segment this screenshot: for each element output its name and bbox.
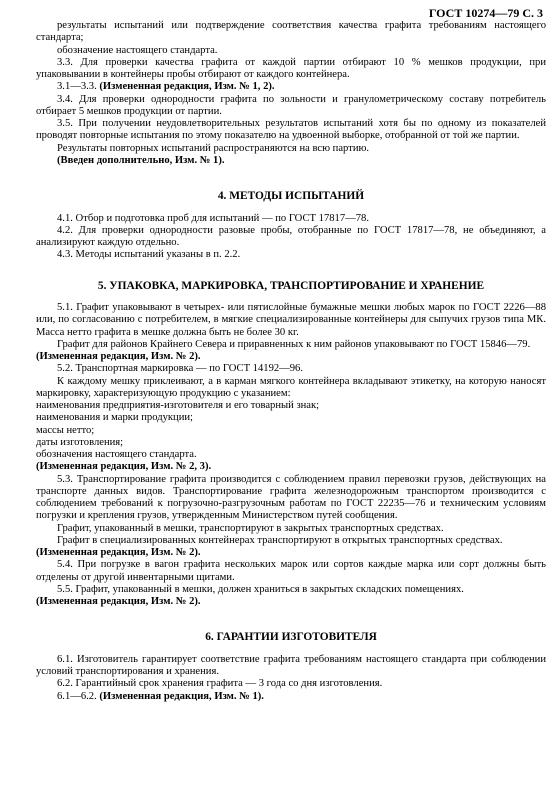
paragraph: К каждому мешку приклеивают, а в карман мягкого контейнера вкладывают этикетку, на которую наносят маркировку, характеризующую продукцию с указанием:	[36, 375, 546, 399]
paragraph: 6.1. Изготовитель гарантирует соответствие графита требованиям настоящего стандарта при соблюдении условий транспортирования и хранения.	[36, 653, 546, 677]
paragraph	[36, 691, 546, 703]
paragraph: обозначение настоящего стандарта.	[57, 44, 218, 56]
paragraph: Графит для районов Крайнего Севера и приравненных к ним районов упаковывают по ГОСТ 15846—79.	[57, 338, 531, 350]
paragraph: 5.5. Графит, упакованный в мешки, должен храниться в закрытых складских помещениях.	[57, 583, 464, 595]
section-heading-5: 5. УПАКОВКА, МАРКИРОВКА, ТРАНСПОРТИРОВАНИЕ И ХРАНЕНИЕ	[97, 279, 485, 292]
amendment-note: (Измененная редакция, Изм. № 1).	[99, 690, 264, 702]
document-body	[36, 20, 546, 703]
paragraph: 4.2. Для проверки однородности разовые пробы, отобранные по ГОСТ 17817—78, не объединяют, а анализируют каждую отдельно.	[36, 224, 546, 248]
list-item: наименования и марки продукции;	[36, 412, 193, 424]
paragraph: 5.2. Транспортная маркировка — по ГОСТ 14192—96.	[57, 363, 304, 375]
paragraph: 3.5. При получении неудовлетворительных результатов испытаний хотя бы по одному из показателей проводят повторные испытания по этому показателю на удвоенной выборке, отобранной от той же партии.	[36, 118, 546, 142]
section-heading-6: 6. ГАРАНТИИ ИЗГОТОВИТЕЛЯ	[205, 631, 377, 644]
paragraph: 5.4. При погрузке в вагон графита нескольких марок или сортов каждые марка или сорт должны быть отделены от другой инвентарными щитами.	[36, 559, 546, 583]
amendment-note: (Измененная редакция, Изм. № 2).	[36, 596, 201, 607]
list-item: наименования предприятия-изготовителя и его товарный знак;	[36, 400, 320, 411]
paragraph	[36, 81, 546, 93]
paragraph: Графит, упакованный в мешки, транспортируют в закрытых транспортных средствах.	[57, 522, 444, 534]
amendment-note: (Измененная редакция, Изм. № 2).	[36, 351, 201, 362]
amendment-note: (Введен дополнительно, Изм. № 1).	[57, 154, 225, 166]
paragraph: Графит в специализированных контейнерах транспортируют в открытых транспортных средствах.	[57, 534, 503, 546]
list-item: массы нетто;	[36, 424, 95, 436]
list-item: обозначения настоящего стандарта.	[36, 449, 197, 460]
page-header: ГОСТ 10274—79 С. 3	[428, 6, 543, 20]
amendment-note: (Измененная редакция, Изм. № 1, 2).	[99, 81, 275, 93]
paragraph: Результаты повторных испытаний распространяются на всю партию.	[57, 142, 370, 154]
paragraph: 5.1. Графит упаковывают в четырех- или пятислойные бумажные мешки любых марок по ГОСТ 2226—88 или, по согласованию с потребителем, в мягкие специализированные контейнеры для сыпучих грузов типа МК. Масса нетто графита в мешке должна быть не более 30 кг.	[36, 302, 546, 338]
clause-range: 6.1—6.2.	[57, 690, 97, 702]
amendment-note: (Измененная редакция, Изм. № 2, 3).	[36, 461, 212, 473]
paragraph: результаты испытаний или подтверждение соответствия качества графита требованиям настоящего стандарта;	[36, 20, 546, 44]
paragraph: 3.3. Для проверки качества графита от каждой партии отбирают 10 % мешков продукции, при упаковывании в контейнеры пробы отбирают от каждого контейнера.	[36, 56, 546, 80]
paragraph: 6.2. Гарантийный срок хранения графита — 3 года со дня изготовления.	[57, 678, 383, 690]
paragraph: 5.3. Транспортирование графита производится с соблюдением правил перевозки грузов, действующих на транспорте данных видов. Транспортирование графита железнодорожным транспортом производится с соблюдением требований к погрузочно-разгрузочным работам по ГОСТ 22235—76 и техническим условиям погрузки и крепления грузов, утвержденным Министерством путей сообщения.	[36, 473, 546, 522]
paragraph: 4.1. Отбор и подготовка проб для испытаний — по ГОСТ 17817—78.	[57, 212, 369, 224]
section-heading-4: 4. МЕТОДЫ ИСПЫТАНИЙ	[217, 190, 365, 202]
paragraph: 4.3. Методы испытаний указаны в п. 2.2.	[57, 249, 241, 261]
paragraph: 3.4. Для проверки однородности графита по зольности и гранулометрическому составу потребитель отбирает 5 мешков продукции от партии.	[36, 93, 546, 117]
clause-range: 3.1—3.3.	[57, 81, 97, 93]
amendment-note: (Измененная редакция, Изм. № 2).	[36, 547, 201, 558]
list-item: даты изготовления;	[36, 436, 124, 448]
